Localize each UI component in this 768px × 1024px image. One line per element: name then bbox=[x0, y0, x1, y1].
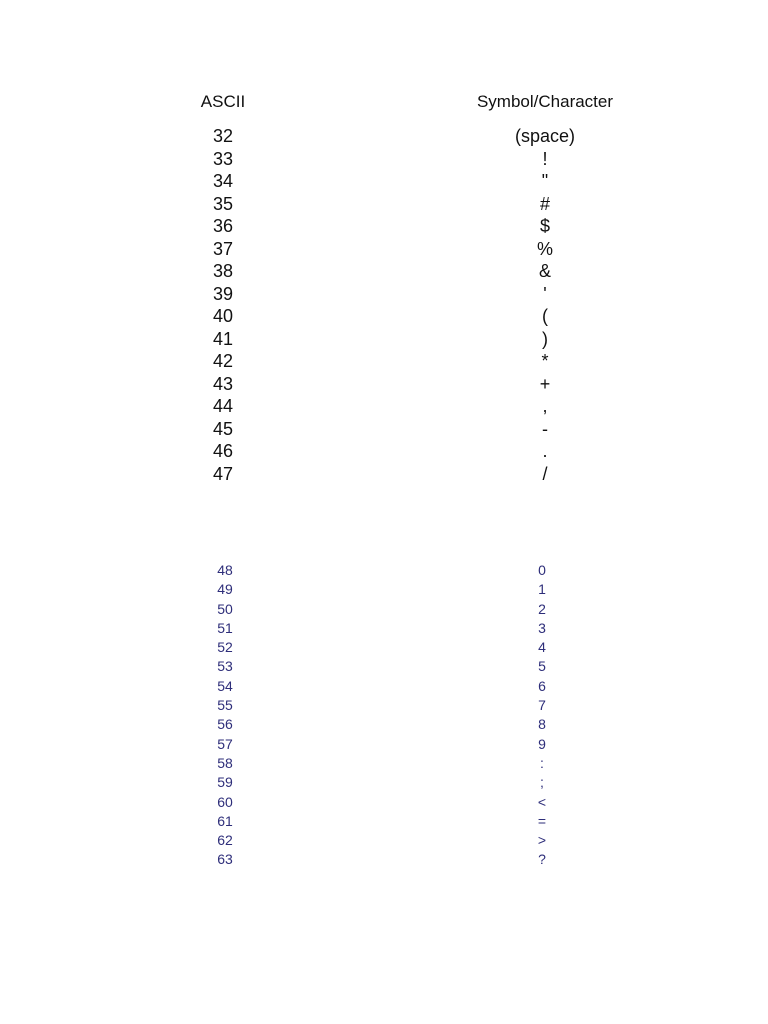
symbol-character: / bbox=[542, 463, 548, 484]
symbol-character: < bbox=[537, 793, 547, 810]
table-row bbox=[0, 657, 768, 676]
ascii-code: 34 bbox=[212, 171, 234, 191]
symbol-character: 6 bbox=[538, 677, 546, 694]
table-row bbox=[0, 561, 768, 580]
table-row bbox=[0, 638, 768, 657]
table-row bbox=[0, 600, 768, 619]
table-row bbox=[0, 440, 768, 463]
ascii-code: 55 bbox=[217, 697, 233, 714]
symbol-character: ; bbox=[540, 774, 544, 791]
ascii-code: 58 bbox=[217, 754, 233, 771]
symbol-character: - bbox=[542, 418, 548, 439]
ascii-code: 36 bbox=[212, 216, 234, 236]
table-row bbox=[0, 283, 768, 306]
table-row bbox=[0, 677, 768, 696]
table-row bbox=[0, 328, 768, 351]
table-row bbox=[0, 350, 768, 373]
symbol-character: & bbox=[538, 261, 551, 281]
ascii-code: 57 bbox=[217, 735, 233, 752]
table-row bbox=[0, 773, 768, 792]
ascii-code: 49 bbox=[217, 581, 233, 598]
ascii-code: 48 bbox=[217, 562, 233, 578]
table-header bbox=[0, 92, 768, 116]
symbol-character: ? bbox=[538, 851, 546, 868]
table-row bbox=[0, 850, 768, 869]
ascii-table-32-47 bbox=[0, 125, 768, 485]
ascii-code: 46 bbox=[212, 441, 234, 461]
ascii-code: 32 bbox=[212, 126, 234, 146]
symbol-character: : bbox=[540, 754, 544, 771]
symbol-character: , bbox=[542, 396, 548, 416]
ascii-code: 52 bbox=[217, 639, 233, 656]
ascii-code: 40 bbox=[212, 306, 234, 326]
ascii-code: 41 bbox=[212, 328, 234, 349]
table-row bbox=[0, 125, 768, 148]
symbol-character: $ bbox=[539, 216, 550, 236]
ascii-code: 62 bbox=[217, 832, 233, 849]
ascii-code: 60 bbox=[217, 793, 233, 810]
ascii-code: 63 bbox=[217, 851, 233, 868]
ascii-code: 50 bbox=[217, 600, 233, 617]
symbol-character: ( bbox=[542, 306, 548, 326]
symbol-character: > bbox=[537, 832, 547, 849]
ascii-code: 59 bbox=[217, 774, 233, 791]
symbol-character: % bbox=[536, 238, 553, 259]
symbol-character: 1 bbox=[538, 581, 546, 598]
table-row bbox=[0, 696, 768, 715]
table-row bbox=[0, 619, 768, 638]
symbol-character: 0 bbox=[538, 562, 546, 578]
ascii-code: 35 bbox=[212, 193, 234, 214]
symbol-character: " bbox=[541, 171, 549, 191]
symbol-character: 5 bbox=[538, 658, 546, 675]
symbol-character: = bbox=[537, 812, 547, 829]
ascii-code: 45 bbox=[212, 418, 234, 439]
table-row bbox=[0, 170, 768, 193]
table-row bbox=[0, 793, 768, 812]
ascii-code: 61 bbox=[217, 812, 233, 829]
symbol-character: + bbox=[539, 373, 551, 394]
symbol-character: 3 bbox=[538, 619, 546, 636]
ascii-code: 53 bbox=[217, 658, 233, 675]
symbol-character: (space) bbox=[514, 126, 576, 146]
table-row bbox=[0, 395, 768, 418]
table-row bbox=[0, 812, 768, 831]
ascii-table-48-63 bbox=[0, 561, 768, 870]
ascii-code: 43 bbox=[212, 373, 234, 394]
ascii-code: 56 bbox=[217, 716, 233, 733]
symbol-character: 8 bbox=[538, 716, 546, 733]
symbol-character: 4 bbox=[538, 639, 546, 656]
symbol-character: 9 bbox=[538, 735, 546, 752]
ascii-code: 44 bbox=[212, 396, 234, 416]
symbol-character: . bbox=[542, 441, 548, 461]
symbol-column-header: Symbol/Character bbox=[476, 92, 614, 111]
symbol-character: 7 bbox=[538, 697, 546, 714]
table-row bbox=[0, 580, 768, 599]
table-row bbox=[0, 373, 768, 396]
ascii-code: 47 bbox=[212, 463, 234, 484]
table-row bbox=[0, 735, 768, 754]
symbol-character: * bbox=[541, 351, 549, 371]
symbol-character: ' bbox=[543, 283, 547, 304]
table-row bbox=[0, 715, 768, 734]
ascii-code: 33 bbox=[212, 148, 234, 169]
ascii-code: 37 bbox=[212, 238, 234, 259]
table-row bbox=[0, 754, 768, 773]
ascii-code: 39 bbox=[212, 283, 234, 304]
ascii-code: 38 bbox=[212, 261, 234, 281]
table-row bbox=[0, 305, 768, 328]
table-row bbox=[0, 463, 768, 486]
ascii-code: 51 bbox=[217, 619, 233, 636]
table-row bbox=[0, 148, 768, 171]
table-row bbox=[0, 260, 768, 283]
ascii-code: 42 bbox=[212, 351, 234, 371]
table-row bbox=[0, 215, 768, 238]
symbol-character: 2 bbox=[538, 600, 546, 617]
ascii-code: 54 bbox=[217, 677, 233, 694]
symbol-character: ! bbox=[542, 148, 548, 169]
table-row bbox=[0, 193, 768, 216]
table-row bbox=[0, 418, 768, 441]
symbol-character: # bbox=[539, 193, 550, 214]
table-row bbox=[0, 238, 768, 261]
table-row bbox=[0, 831, 768, 850]
ascii-column-header: ASCII bbox=[200, 92, 246, 111]
symbol-character: ) bbox=[542, 328, 548, 349]
